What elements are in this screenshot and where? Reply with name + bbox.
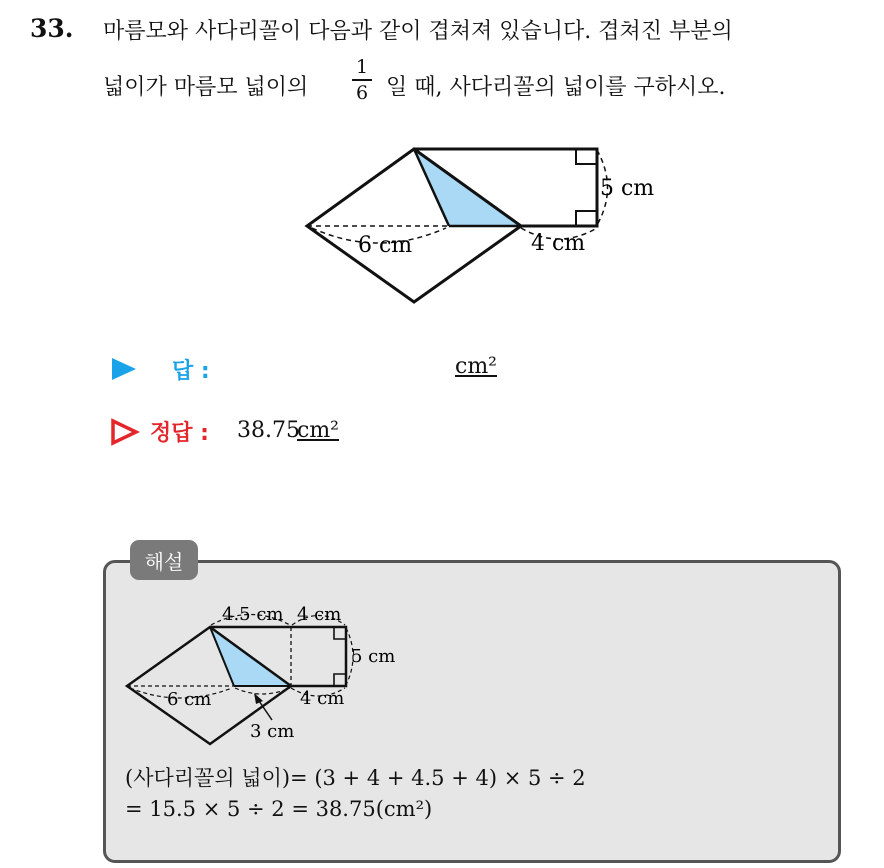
answer-unit: cm²: [455, 354, 498, 379]
question-line-1: 마름모와 사다리꼴이 다음과 같이 겹쳐져 있습니다. 겹쳐진 부분의: [103, 19, 733, 44]
question-line-2-start: 넓이가 마름모 넓이의: [103, 75, 309, 100]
solution-height-label: 5 cm: [351, 646, 396, 667]
correct-answer-unit: cm²: [297, 418, 340, 443]
right-angle-top: [576, 149, 597, 164]
solution-figure: [0, 590, 884, 750]
right-angle-bottom: [576, 211, 597, 226]
solution-pointer-arrowhead: [254, 693, 263, 704]
solution-top-label-2: 4 cm: [297, 604, 342, 625]
solution-right-angle-top: [334, 627, 346, 639]
fraction-denominator: 6: [355, 81, 369, 104]
solution-tag: 해설: [130, 540, 198, 580]
answer-label: 답 :: [172, 359, 210, 384]
correct-answer-label: 정답 :: [150, 421, 209, 446]
solution-top-label-1: 4.5 cm: [222, 604, 284, 625]
height-label: 5 cm: [600, 176, 655, 201]
solution-small-label: 3 cm: [250, 721, 295, 742]
question-number: 33.: [30, 14, 74, 43]
solution-right-angle-bottom: [334, 674, 346, 686]
diagonal-label: 6 cm: [358, 233, 413, 258]
solution-base-label: 4 cm: [300, 688, 345, 709]
fraction-numerator: 1: [355, 56, 369, 78]
play-arrow-icon: [110, 356, 138, 382]
solution-diagonal-label: 6 cm: [167, 689, 212, 710]
base-label: 4 cm: [531, 231, 586, 256]
question-line-2-end: 일 때, 사다리꼴의 넓이를 구하시오.: [386, 75, 726, 100]
rhombus-trapezoid-figure: [0, 0, 884, 330]
correct-answer-value: 38.75: [237, 418, 300, 443]
solution-line-2: = 15.5 × 5 ÷ 2 = 38.75(cm²): [125, 797, 433, 821]
outline-arrow-icon: [110, 418, 140, 446]
solution-line-1: (사다리꼴의 넓이)= (3 + 4 + 4.5 + 4) × 5 ÷ 2: [125, 766, 586, 790]
